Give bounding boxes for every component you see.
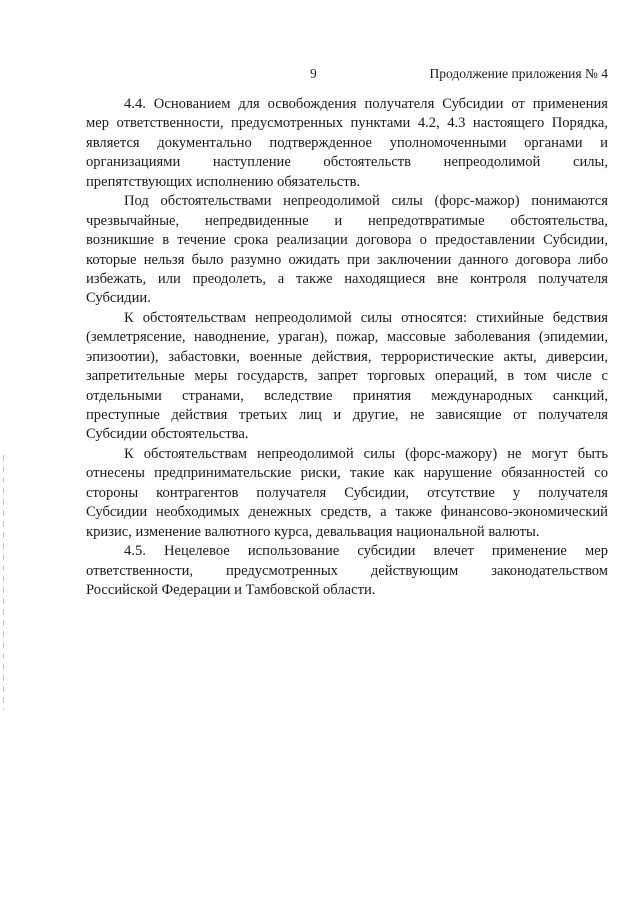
text-line: является документально подтвержденное уполномоченными органами и xyxy=(86,134,608,151)
text-line: стороны контрагентов получателя Субсидии, отсутствие у получателя xyxy=(86,484,608,501)
text-line: 4.5. Нецелевое использование субсидии влечет применение мер xyxy=(124,543,608,560)
text-line: преступные действия третьих лиц и другие, не зависящие от получателя xyxy=(86,407,608,423)
text-line: эпизоотии), забастовки, военные действия, террористические акты, диверсии, xyxy=(86,348,608,365)
text-line: чрезвычайные, непредвиденные и непредотвратимые обстоятельства, xyxy=(86,212,608,229)
text-line: Российской Федерации и Тамбовской области. xyxy=(86,581,376,598)
text-line: К обстоятельствам непреодолимой силы относятся: стихийные бедствия xyxy=(124,309,608,326)
margin-scan-mark xyxy=(3,455,4,710)
text-line: запретительные меры государств, запрет торговых операций, в том числе с xyxy=(86,368,608,385)
text-line: Под обстоятельствами непреодолимой силы (форс-мажор) понимаются xyxy=(124,193,608,210)
text-line: ответственности, предусмотренных действующим законодательством xyxy=(86,562,608,579)
text-line: Субсидии необходимых денежных средств, а также финансово-экономический xyxy=(86,504,608,521)
text-line: отдельными странами, вследствие принятия международных санкций, xyxy=(86,387,608,404)
appendix-label: Продолжение приложения № 4 xyxy=(429,66,608,81)
text-line: которые нельзя было разумно ожидать при заключении данного договора либо xyxy=(86,251,608,268)
text-line: возникшие в течение срока реализации договора о предоставлении Субсидии, xyxy=(86,232,608,249)
text-line: 4.4. Основанием для освобождения получателя Субсидии от применения xyxy=(124,96,608,112)
text-line: (землетрясение, наводнение, ураган), пожар, массовые заболевания (эпидемии, xyxy=(86,329,608,346)
document-body xyxy=(86,95,608,600)
text-line: организациями наступление обстоятельств непреодолимой силы, xyxy=(86,154,608,171)
text-line: К обстоятельствам непреодолимой силы (форс-мажору) не могут быть xyxy=(124,445,608,462)
page-number: 9 xyxy=(310,66,317,81)
text-line: мер ответственности, предусмотренных пунктами 4.2, 4.3 настоящего Порядка, xyxy=(86,115,608,132)
text-line: Субсидии. xyxy=(86,290,151,307)
text-line: избежать, или преодолеть, а также находящиеся вне контроля получателя xyxy=(86,270,608,287)
text-line: препятствующих исполнению обязательств. xyxy=(86,173,361,190)
text-line: Субсидии обстоятельства. xyxy=(86,426,249,443)
text-line: кризис, изменение валютного курса, девальвация национальной валюты. xyxy=(86,523,540,540)
text-line: отнесены предпринимательские риски, такие как нарушение обязанностей со xyxy=(86,465,608,482)
